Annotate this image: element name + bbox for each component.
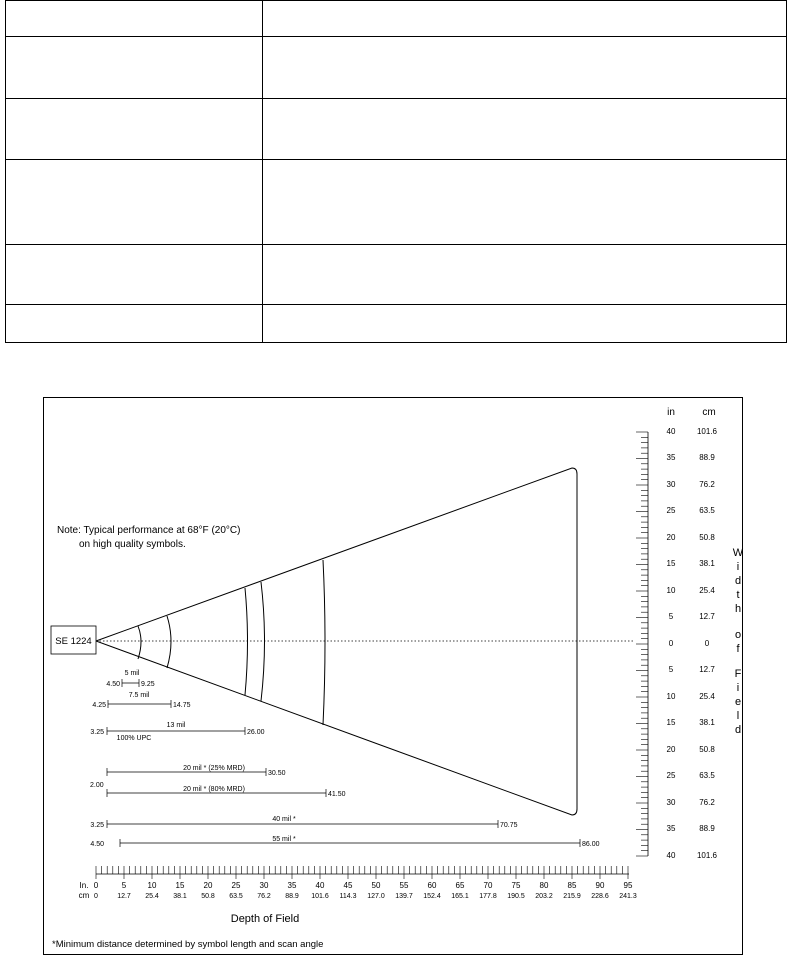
depth-cm-label: 241.3 <box>619 893 637 900</box>
width-in-label: 0 <box>668 639 674 648</box>
depth-cm-label: 76.2 <box>257 893 271 900</box>
width-in-label: 25 <box>666 506 676 515</box>
width-in-label: 30 <box>666 798 676 807</box>
depth-cm-label: 203.2 <box>535 893 553 900</box>
note-line-2: on high quality symbols. <box>79 539 186 550</box>
range-max: 86.00 <box>582 841 600 848</box>
depth-in-label: 90 <box>595 881 605 890</box>
range-max: 70.75 <box>500 822 518 829</box>
depth-cm-label: 152.4 <box>423 893 441 900</box>
range-20mil-25mrd <box>107 765 286 777</box>
depth-in-label: 60 <box>427 881 437 890</box>
depth-cm-label: 25.4 <box>145 893 159 900</box>
spec-table-row <box>6 160 787 245</box>
range-20mil-80mrd <box>107 786 346 798</box>
depth-in-label: 20 <box>203 881 213 890</box>
title-letter: o <box>734 629 742 641</box>
spec-label-cell <box>6 99 263 160</box>
width-in-label: 10 <box>666 586 676 595</box>
width-in-label: 20 <box>666 533 676 542</box>
depth-in-label: 95 <box>623 881 633 890</box>
range-13mil <box>90 722 264 742</box>
width-in-label: 25 <box>666 771 676 780</box>
depth-in-label: 15 <box>175 881 185 890</box>
width-cm-label: 25.4 <box>699 586 715 595</box>
width-in-label: 20 <box>666 745 676 754</box>
spec-label-cell <box>6 37 263 99</box>
spec-value-cell <box>263 37 787 99</box>
depth-cm-label: 63.5 <box>229 893 243 900</box>
depth-in-label: 70 <box>483 881 493 890</box>
range-sublabel: 100% UPC <box>116 735 152 742</box>
spec-value-cell <box>263 160 787 245</box>
spec-label-cell <box>6 1 263 37</box>
depth-cm-labels <box>94 893 637 900</box>
width-cm-label: 38.1 <box>699 718 715 727</box>
title-letter: i <box>736 561 740 573</box>
width-cm-label: 88.9 <box>699 824 715 833</box>
scanner-label: SE 1224 <box>55 636 92 647</box>
range-max: 9.25 <box>141 681 155 688</box>
depth-in-label: 75 <box>511 881 521 890</box>
title-letter: l <box>736 710 740 722</box>
depth-cm-label: 228.6 <box>591 893 609 900</box>
title-letter: f <box>736 643 740 655</box>
width-in-label: 10 <box>666 692 676 701</box>
depth-unit-in: In. <box>79 881 89 890</box>
range-max: 30.50 <box>268 770 286 777</box>
depth-cm-label: 12.7 <box>117 893 131 900</box>
range-7-5mil <box>92 692 190 709</box>
depth-cm-label: 88.9 <box>285 893 299 900</box>
width-cm-label: 63.5 <box>699 506 715 515</box>
depth-in-label: 35 <box>287 881 297 890</box>
spec-label-cell <box>6 245 263 305</box>
spec-label-cell <box>6 160 263 245</box>
range-min: 4.50 <box>106 681 120 688</box>
depth-in-label: 40 <box>315 881 325 890</box>
spec-value-cell <box>263 99 787 160</box>
depth-in-label: 10 <box>147 881 157 890</box>
range-max: 41.50 <box>328 791 346 798</box>
right-scale-ticks <box>636 432 648 856</box>
range-label: 55 mil * <box>272 836 296 843</box>
depth-in-label: 5 <box>121 881 127 890</box>
depth-cm-label: 165.1 <box>451 893 469 900</box>
width-cm-label: 101.6 <box>696 427 718 436</box>
width-cm-label: 50.8 <box>699 745 715 754</box>
range-max: 26.00 <box>247 729 265 736</box>
range-arc-20mil-25 <box>261 582 265 701</box>
width-cm-label: 101.6 <box>696 851 718 860</box>
title-letter: W <box>732 547 744 559</box>
depth-cm-label: 114.3 <box>339 893 357 900</box>
depth-in-label: 30 <box>259 881 269 890</box>
depth-in-label: 0 <box>93 881 99 890</box>
title-letter: F <box>734 668 742 680</box>
range-label: 20 mil * (25% MRD) <box>183 765 245 772</box>
depth-cm-label: 127.0 <box>367 893 385 900</box>
depth-in-label: 80 <box>539 881 549 890</box>
depth-cm-label: 0 <box>94 893 98 900</box>
spec-label-cell <box>6 305 263 343</box>
scan-cone <box>96 468 577 815</box>
title-letter: d <box>734 575 742 587</box>
width-cm-label: 63.5 <box>699 771 715 780</box>
range-min: 4.25 <box>92 702 106 709</box>
depth-unit-cm: cm <box>78 891 90 900</box>
width-cm-label: 25.4 <box>699 692 715 701</box>
width-in-label: 15 <box>666 718 676 727</box>
title-letter: t <box>736 589 740 601</box>
depth-in-label: 50 <box>371 881 381 890</box>
title-letter: d <box>734 724 742 736</box>
range-label: 7.5 mil <box>128 692 150 699</box>
width-in-label: 5 <box>668 665 674 674</box>
range-label: 20 mil * (80% MRD) <box>183 786 245 793</box>
range-20mil-min: 2.00 <box>90 782 104 789</box>
width-of-field-title <box>733 547 744 736</box>
spec-value-cell <box>263 1 787 37</box>
depth-cm-label: 177.8 <box>479 893 497 900</box>
range-min: 3.25 <box>90 729 104 736</box>
title-letter: i <box>736 682 740 694</box>
width-in-label: 5 <box>668 612 674 621</box>
range-label: 5 mil <box>124 670 140 677</box>
width-cm-label: 76.2 <box>699 480 715 489</box>
depth-of-field-diagram <box>44 398 742 954</box>
right-unit-in: in <box>667 407 675 418</box>
depth-in-label: 85 <box>567 881 577 890</box>
right-unit-cm: cm <box>702 407 716 418</box>
range-40mil <box>90 816 517 829</box>
width-cm-label: 50.8 <box>699 533 715 542</box>
depth-cm-label: 139.7 <box>395 893 413 900</box>
range-arc-20mil-80 <box>323 560 325 725</box>
spec-table-row <box>6 1 787 37</box>
width-in-label: 15 <box>666 559 676 568</box>
right-scale-labels <box>667 427 718 860</box>
width-cm-label: 88.9 <box>699 453 715 462</box>
spec-table-row <box>6 99 787 160</box>
spec-table-body <box>6 1 787 343</box>
depth-cm-label: 38.1 <box>173 893 187 900</box>
spec-table-row <box>6 245 787 305</box>
depth-cm-label: 101.6 <box>311 893 329 900</box>
range-arc-5mil <box>138 626 141 659</box>
depth-in-label: 45 <box>343 881 353 890</box>
depth-cm-label: 215.9 <box>563 893 581 900</box>
width-cm-label: 12.7 <box>699 612 715 621</box>
spec-table-row <box>6 37 787 99</box>
width-in-label: 40 <box>666 427 676 436</box>
depth-cm-label: 50.8 <box>201 893 215 900</box>
range-max: 14.75 <box>173 702 191 709</box>
range-55mil <box>90 836 599 848</box>
width-cm-label: 12.7 <box>699 665 715 674</box>
range-arc-7-5mil <box>167 616 171 668</box>
title-letter: h <box>734 603 742 615</box>
note-line-1: Note: Typical performance at 68°F (20°C) <box>57 525 241 536</box>
width-in-label: 40 <box>666 851 676 860</box>
width-in-label: 30 <box>666 480 676 489</box>
depth-in-label: 55 <box>399 881 409 890</box>
depth-in-labels <box>94 881 633 890</box>
range-5mil <box>106 670 154 688</box>
title-letter: e <box>734 696 742 708</box>
range-label: 40 mil * <box>272 816 296 823</box>
width-in-label: 35 <box>666 824 676 833</box>
spec-table-row <box>6 305 787 343</box>
range-arc-13mil <box>245 588 248 695</box>
range-min: 4.50 <box>90 841 104 848</box>
depth-scale-ticks <box>96 866 628 879</box>
range-label: 13 mil <box>166 722 186 729</box>
width-in-label: 35 <box>666 453 676 462</box>
spec-value-cell <box>263 245 787 305</box>
depth-cm-label: 190.5 <box>507 893 525 900</box>
depth-of-field-title: Depth of Field <box>230 913 300 925</box>
spec-value-cell <box>263 305 787 343</box>
range-min: 3.25 <box>90 822 104 829</box>
width-cm-label: 38.1 <box>699 559 715 568</box>
width-cm-label: 76.2 <box>699 798 715 807</box>
depth-of-field-figure <box>43 397 743 955</box>
footnote: *Minimum distance determined by symbol length and scan angle <box>52 939 324 950</box>
width-cm-label: 0 <box>704 639 710 648</box>
depth-in-label: 65 <box>455 881 465 890</box>
depth-in-label: 25 <box>231 881 241 890</box>
spec-table <box>5 0 787 343</box>
